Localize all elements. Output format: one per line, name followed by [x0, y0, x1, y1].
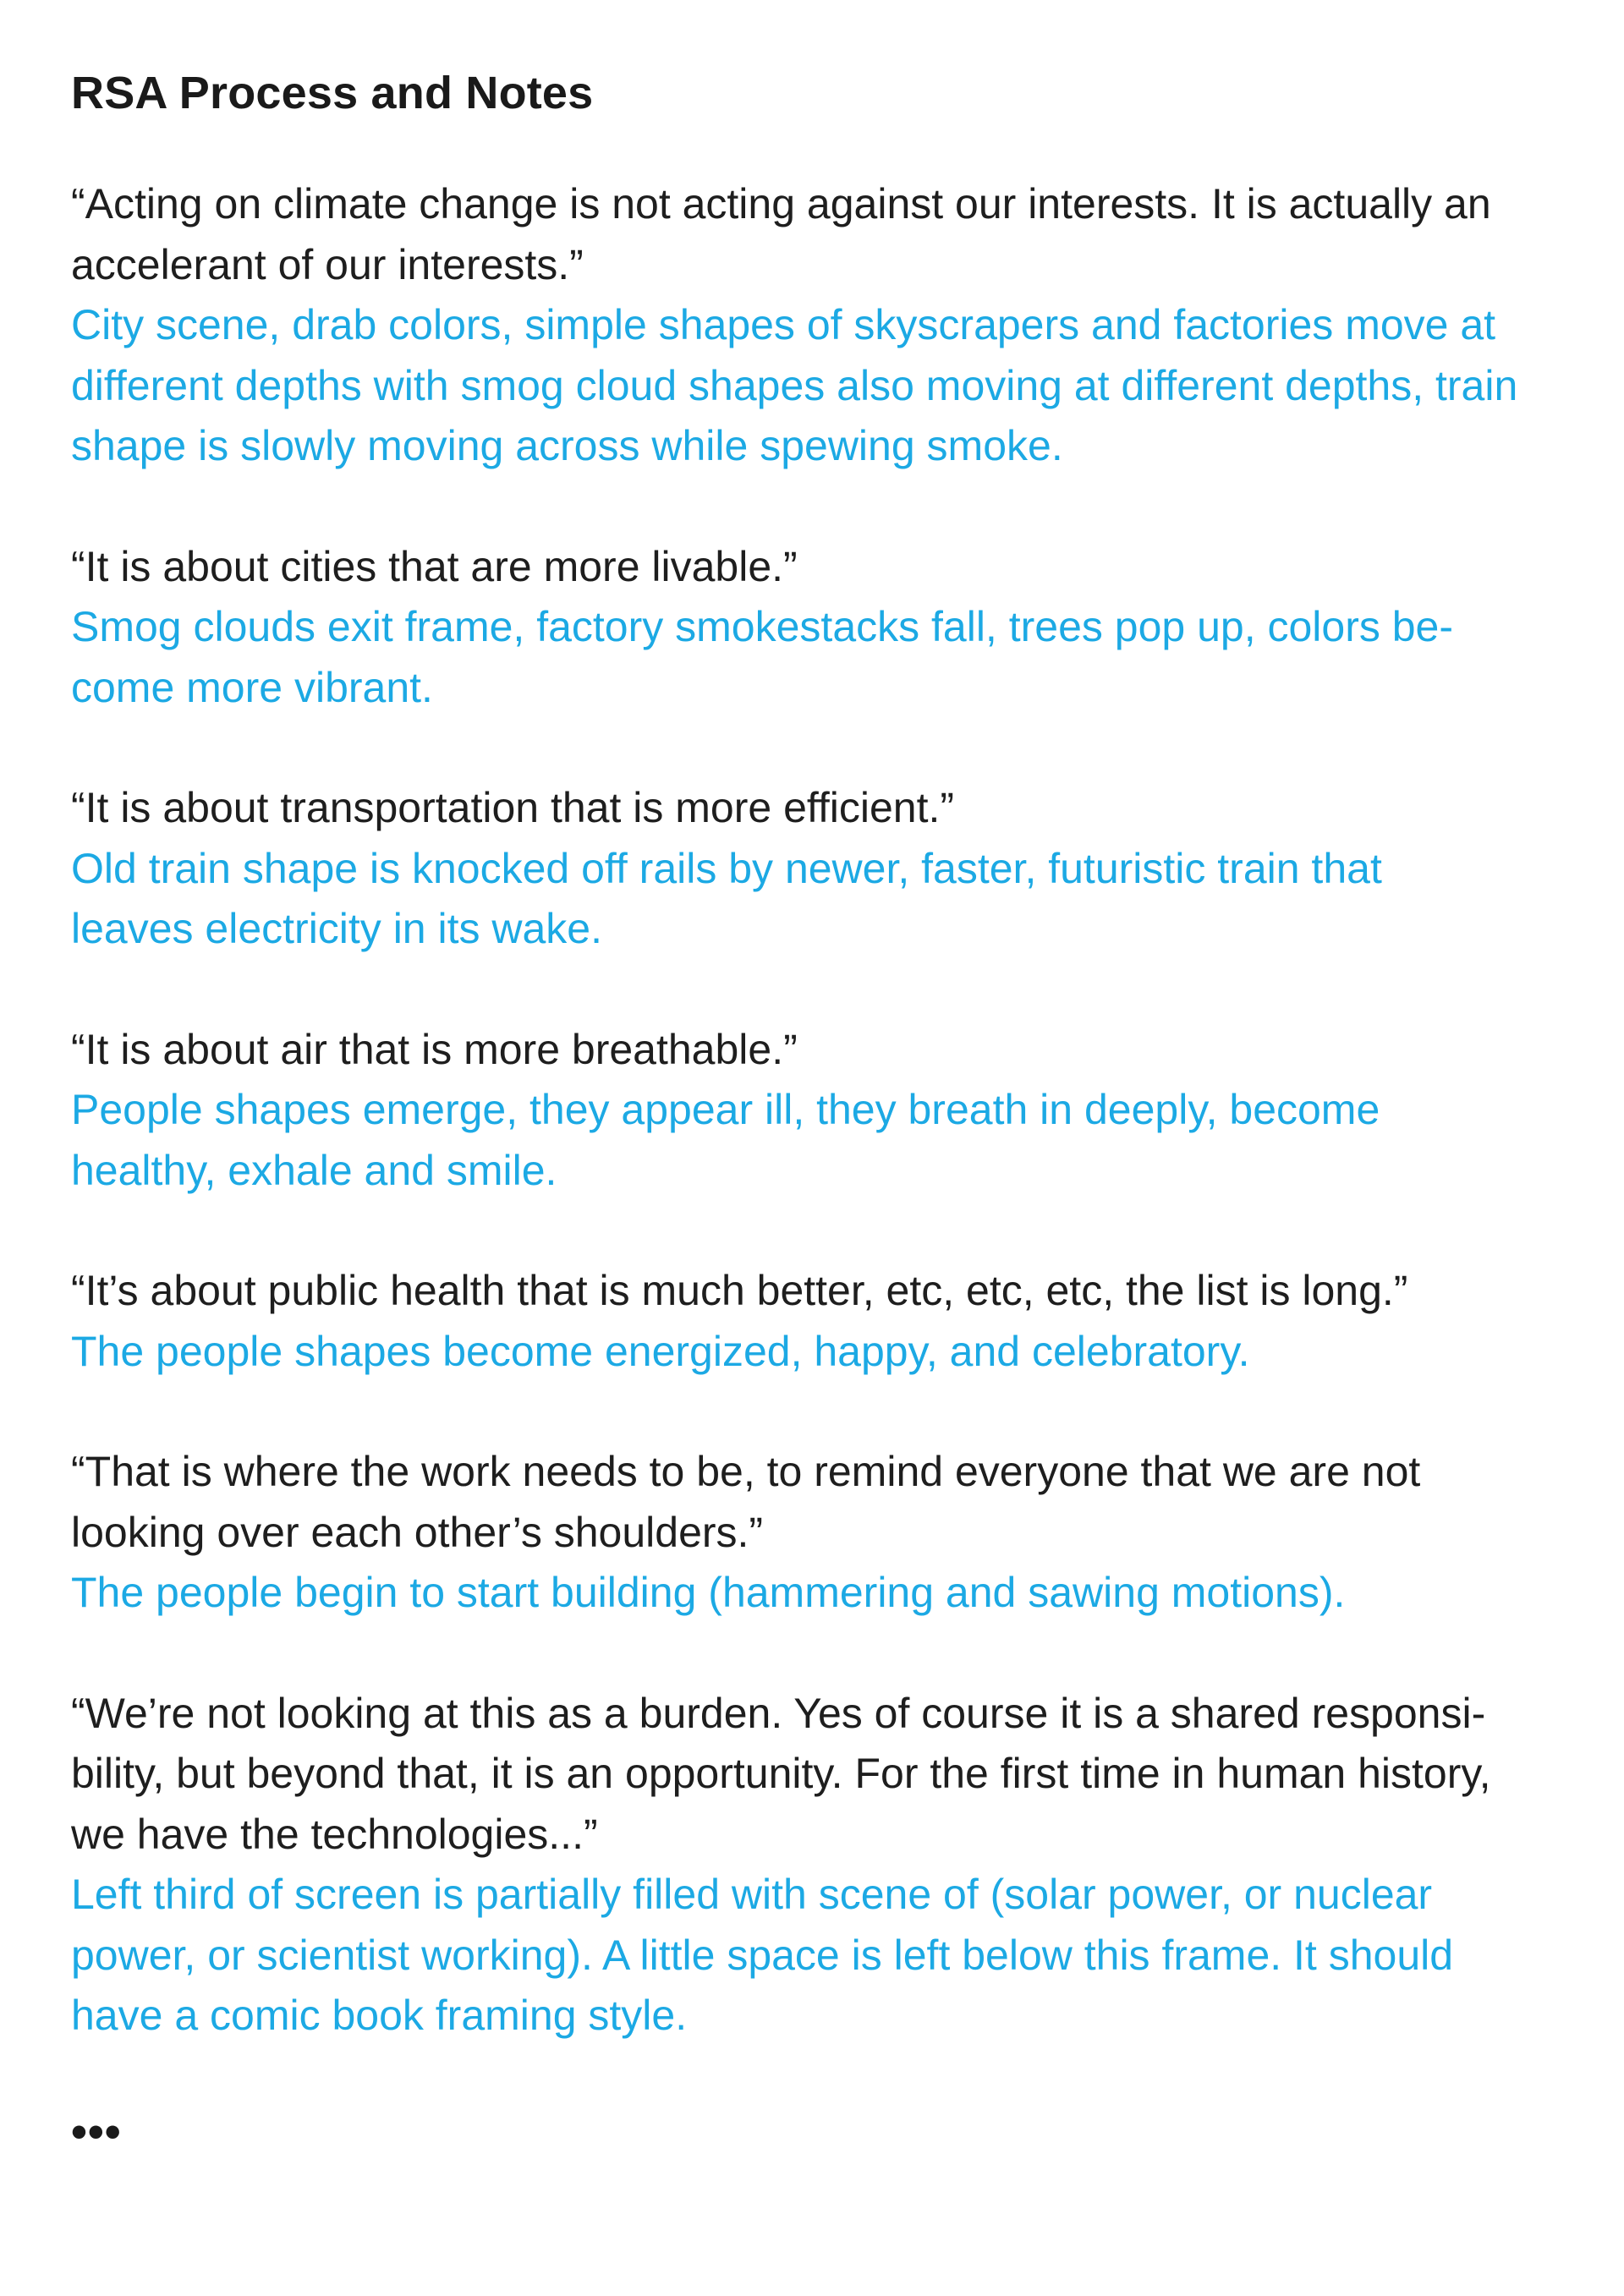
- section-6: [71, 1442, 1577, 1624]
- section-quote: “It is about cities that are more livable.”: [71, 542, 798, 590]
- section-note: The people shapes become energized, happy, and celebratory.: [71, 1327, 1250, 1375]
- section-note: The people begin to start building (hammering and sawing motions).: [71, 1569, 1346, 1616]
- section-quote: “Acting on climate change is not acting against our interests. It is actually an accelerant of our interests.”: [71, 180, 1491, 288]
- section-1: [71, 174, 1577, 477]
- continuation-ellipsis: •••: [71, 2106, 122, 2157]
- document-title: RSA Process and Notes: [71, 68, 594, 118]
- section-quote: “It is about transportation that is more efficient.”: [71, 784, 955, 831]
- section-5: [71, 1261, 1577, 1382]
- section-4: [71, 1020, 1577, 1202]
- section-note: Smog clouds exit frame, factory smokestacks fall, trees pop up, colors be- come more vibrant.: [71, 603, 1454, 711]
- section-note: Old train shape is knocked off rails by newer, faster, futuristic train that leaves electricity in its wake.: [71, 844, 1382, 952]
- section-quote: “It is about air that is more breathable.”: [71, 1025, 798, 1073]
- section-note: City scene, drab colors, simple shapes of skyscrapers and factories move at different depths with smog cloud shapes also moving at different depths, train shape is slowly moving across while spewing smoke.: [71, 301, 1518, 469]
- section-quote: “It’s about public health that is much better, etc, etc, etc, the list is long.”: [71, 1267, 1408, 1314]
- section-note: People shapes emerge, they appear ill, they breath in deeply, become healthy, exhale and smile.: [71, 1086, 1380, 1194]
- section-2: [71, 537, 1577, 719]
- section-quote: “That is where the work needs to be, to remind everyone that we are not looking over each other’s shoulders.”: [71, 1448, 1421, 1556]
- section-3: [71, 778, 1577, 960]
- document-page: [71, 52, 1577, 2162]
- section-quote: “We’re not looking at this as a burden. Yes of course it is a shared responsi- bility, but beyond that, it is an opportunity. For the first time in human history, we have the technologies...”: [71, 1689, 1491, 1858]
- section-7: [71, 1684, 1577, 2047]
- section-note: Left third of screen is partially filled with scene of (solar power, or nuclear power, or scientist working). A little space is left below this frame. It should have a comic book framing style.: [71, 1871, 1454, 2039]
